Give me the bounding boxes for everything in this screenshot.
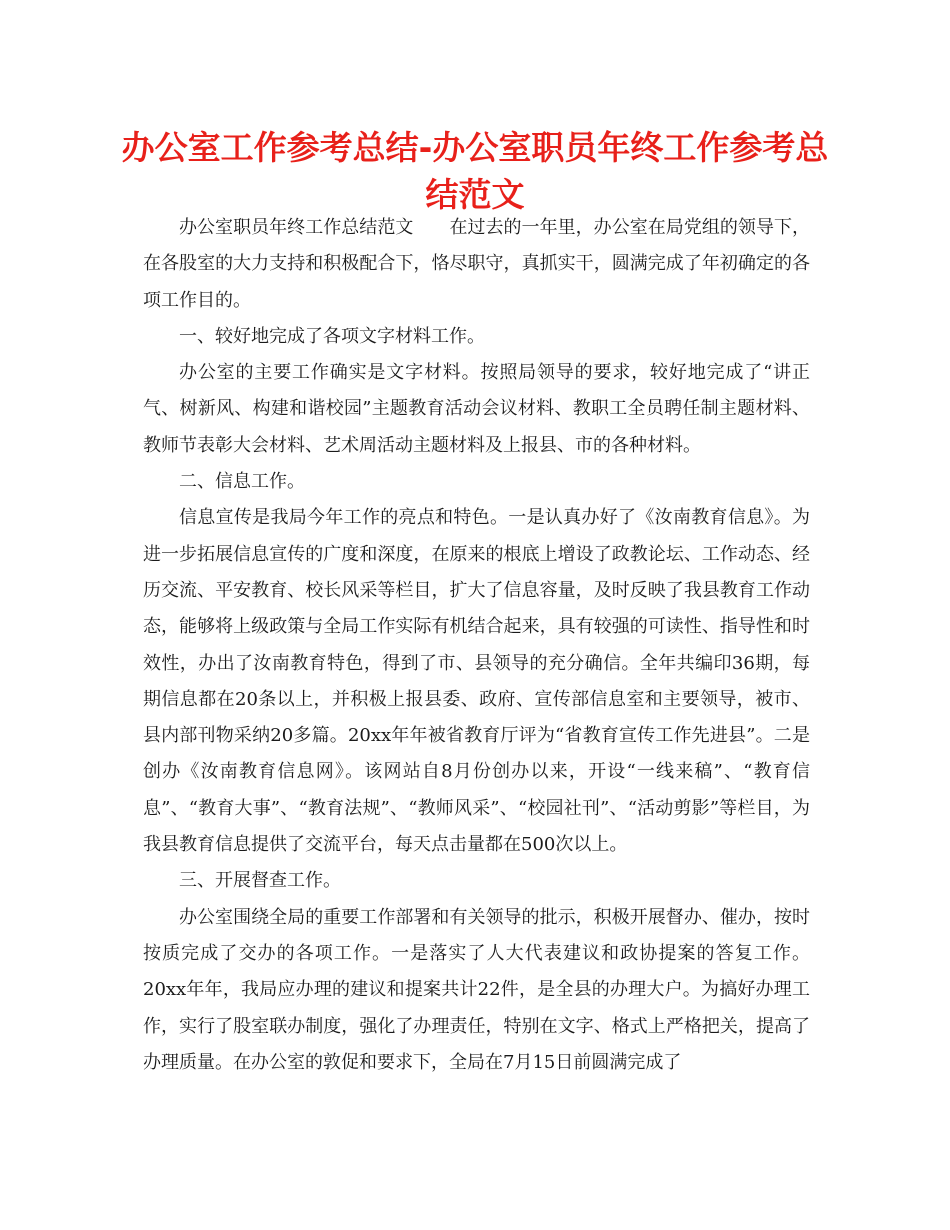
document-title: 办公室工作参考总结-办公室职员年终工作参考总结范文 [121,128,829,214]
paragraph-section-3: 办公室围绕全局的重要工作部署和有关领导的批示，积极开展督办、催办，按时按质完成了交办的各项工作。一是落实了人大代表建议和政协提案的答复工作。20xx年年，我局应办理的建议和提案共计22件，是全县的办理大户。为搞好办理工作，实行了股室联办制度，强化了办理责任，特别在文字、格式上严格把关，提高了办理质量。在办公室的敦促和要求下，全局在7月15日前圆满完成了 [143,906,810,1073]
document-body [143,210,810,1081]
paragraph-section-2: 信息宣传是我局今年工作的亮点和特色。一是认真办好了《汝南教育信息》。为进一步拓展信息宣传的广度和深度，在原来的根底上增设了政教论坛、工作动态、经历交流、平安教育、校长风采等栏目，扩大了信息容量，及时反映了我县教育工作动态，能够将上级政策与全局工作实际有机结合起来，具有较强的可读性、指导性和时效性，办出了汝南教育特色，得到了市、县领导的充分确信。全年共编印36期，每期信息都在20条以上，并积极上报县委、政府、宣传部信息室和主要领导，被市、县内部刊物采纳20多篇。20xx年年被省教育厅评为“省教育宣传工作先进县”。二是创办《汝南教育信息网》。该网站自8月份创办以来，开设“一线来稿”、“教育信息”、“教育大事”、“教育法规”、“教师风采”、“校园社刊”、“活动剪影”等栏目，为我县教育信息提供了交流平台，每天点击量都在500次以上。 [143,507,810,856]
section-heading-3: 三、开展督查工作。 [179,870,341,892]
section-heading-1: 一、较好地完成了各项文字材料工作。 [179,325,485,347]
paragraph-intro: 办公室职员年终工作总结范文 在过去的一年里，办公室在局党组的领导下，在各股室的大力支持和积极配合下，恪尽职守，真抓实干，圆满完成了年初确定的各项工作目的。 [143,217,810,311]
paragraph-section-1: 办公室的主要工作确实是文字材料。按照局领导的要求，较好地完成了“讲正气、树新风、构建和谐校园”主题教育活动会议材料、教职工全员聘任制主题材料、教师节表彰大会材料、艺术周活动主题材料及上报县、市的各种材料。 [143,362,810,456]
section-heading-2: 二、信息工作。 [179,471,305,493]
